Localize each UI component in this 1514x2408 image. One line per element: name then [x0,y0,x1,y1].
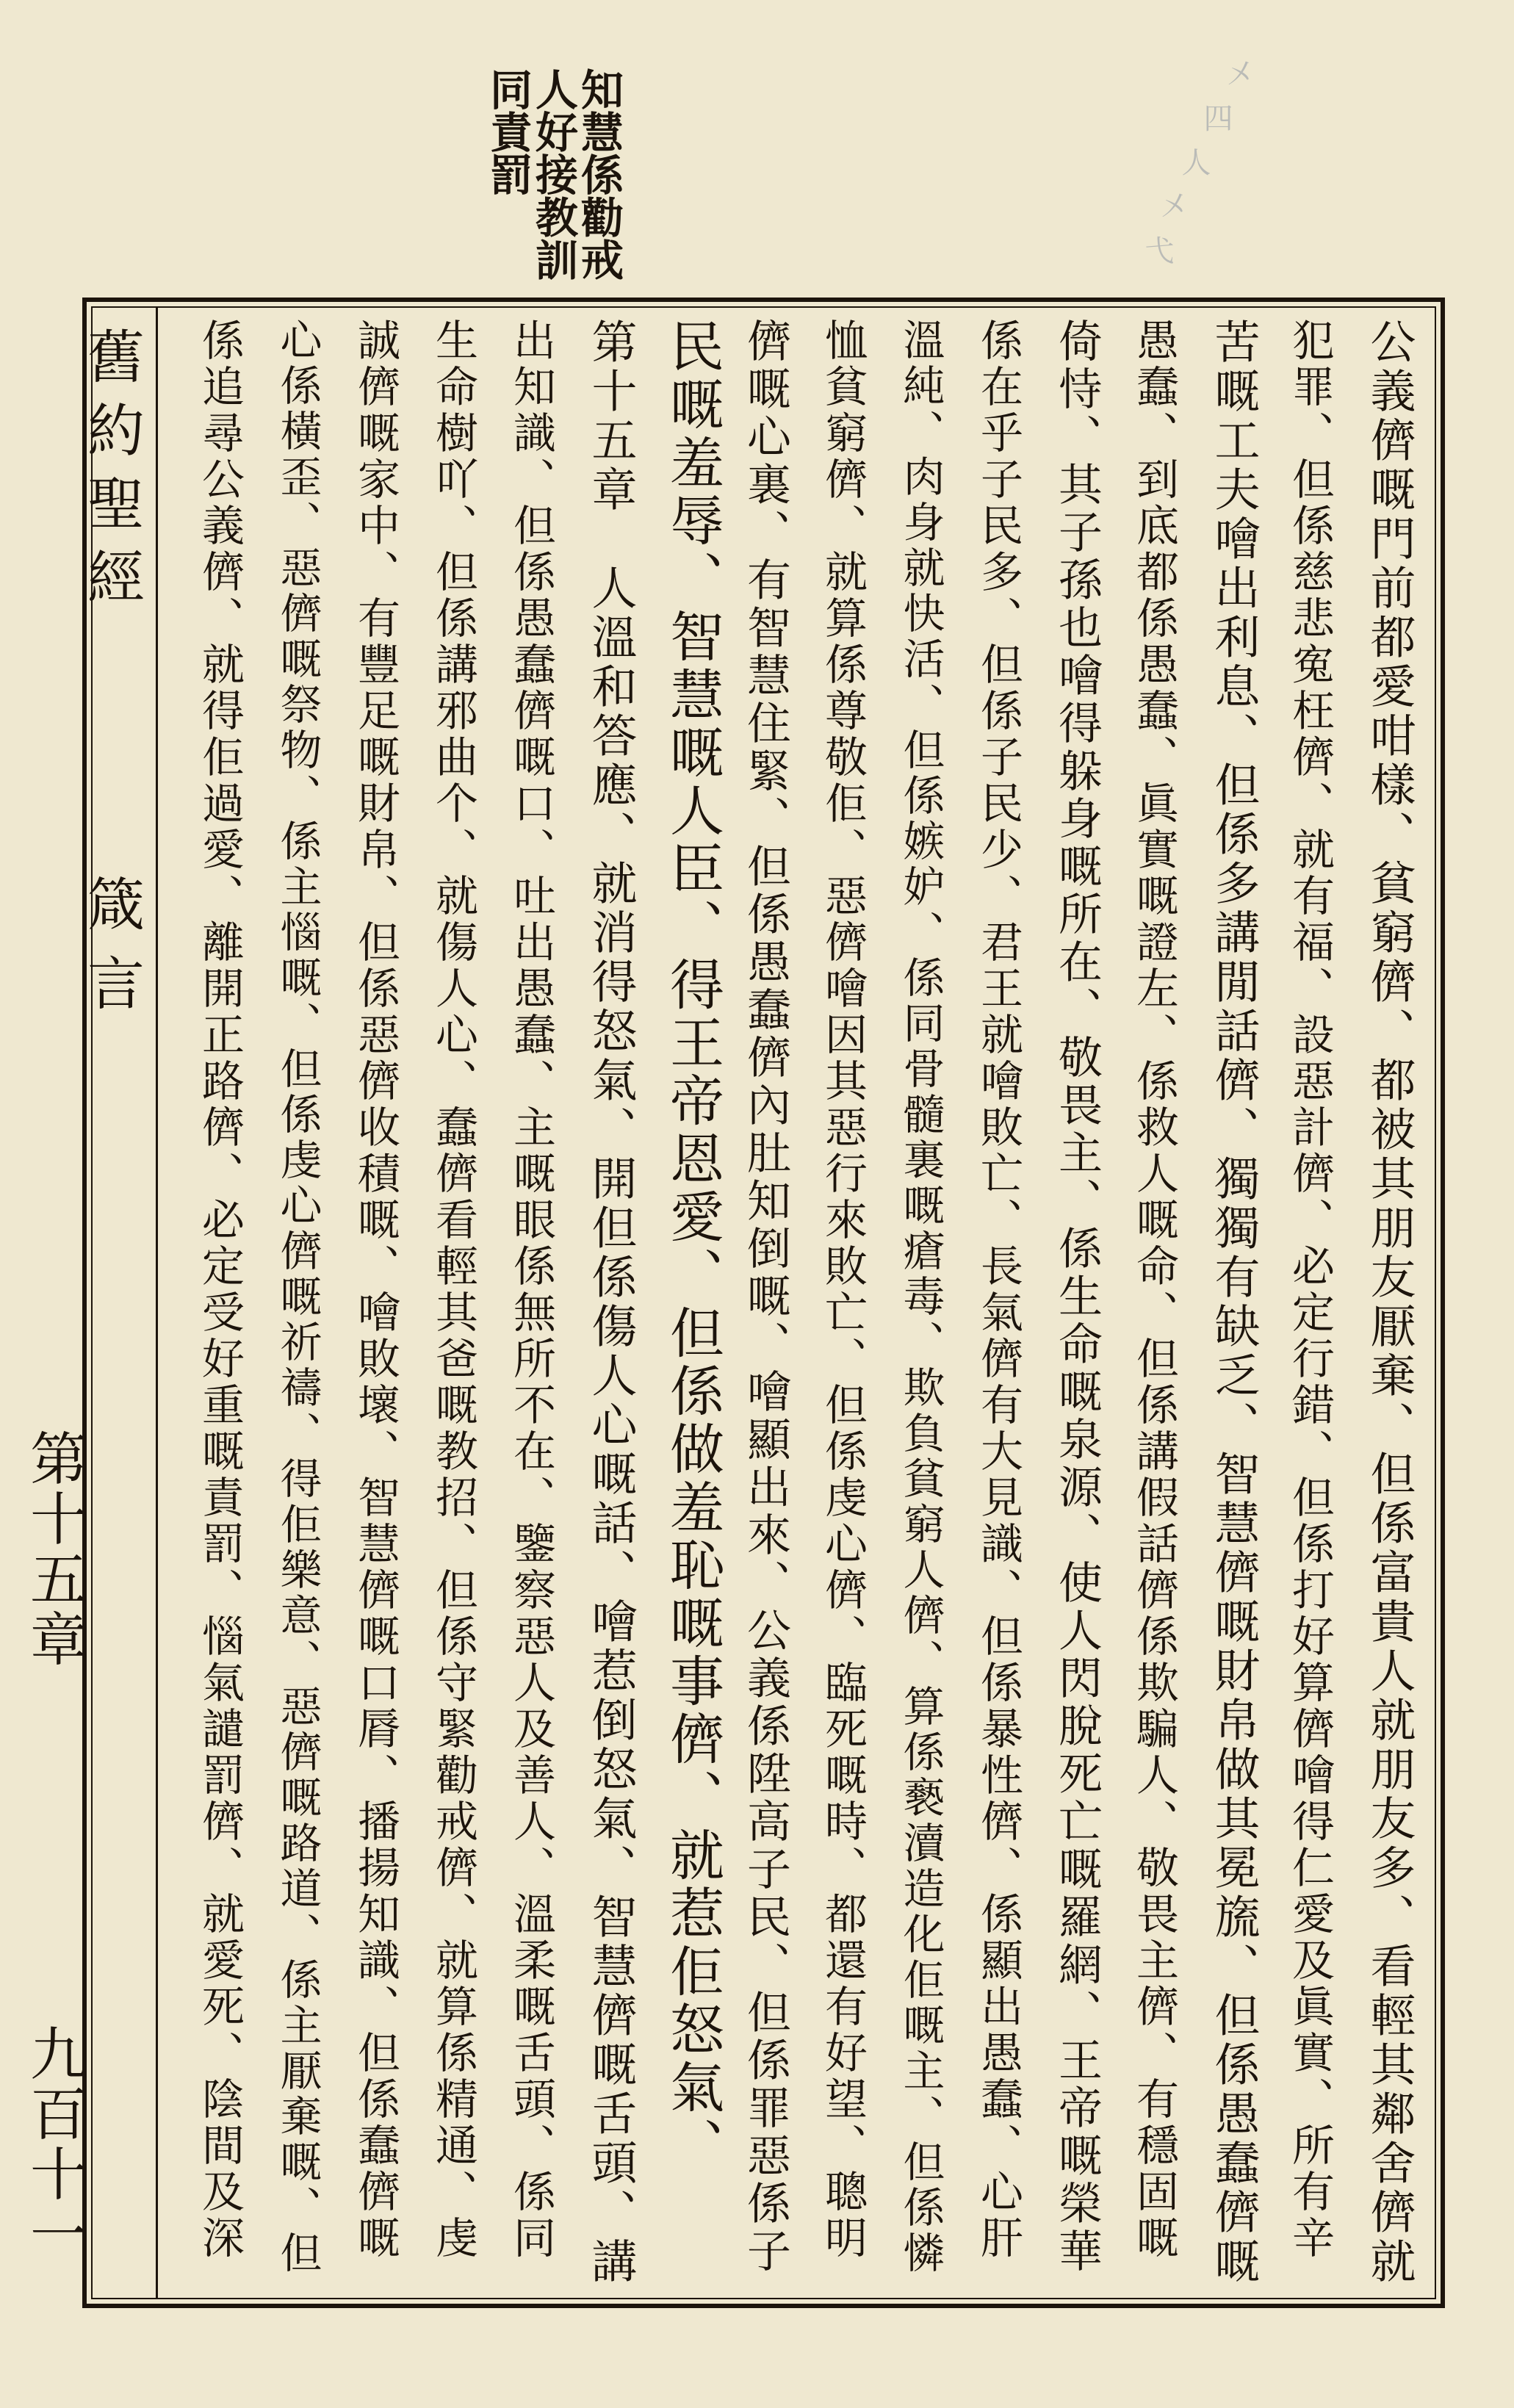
running-header [21,327,144,2265]
page-number: 九百十一 [21,2024,87,2265]
text-column-1: 公義儕嘅門前都愛咁樣、貧窮儕、都被其朋友厭棄、但係富貴人就朋友多、看輕其鄰舍儕就 [1363,318,1416,2287]
text-column-6: 係在乎子民多、但係子民少、君王就噲敗亡、長氣儕有大見識、但係暴性儕、係顯出愚蠢、心肝 [973,318,1023,2262]
text-column-5: 倚恃、其子孫也噲得躲身嘅所在、敬畏主、係生命嘅泉源、使人閃脫死亡嘅羅網、王帝嘅榮華 [1051,318,1103,2276]
chapter-label: 第十五章 [21,1429,87,1670]
margin-note-line-1: 知慧係勸戒 [574,68,624,281]
stamp-char: 弋 [1140,235,1174,264]
library-stamp [1140,59,1255,279]
header-divider [156,308,158,2298]
text-column-10: 民嘅羞辱、智慧嘅人臣、得王帝恩愛、但係做羞恥嘅事儕、就惹佢怒氣、 [661,318,724,2175]
text-column-3: 苦嘅工夫噲出利息、但係多講閒話儕、獨獨有缺乏、智慧儕嘅財帛做其冕旒、但係愚蠢儕嘅 [1207,318,1261,2287]
stamp-char: 㐅 [1155,191,1189,220]
book-title: 舊約聖經 [78,327,144,621]
stamp-char: 人 [1177,147,1211,176]
margin-note-line-2: 人好接教訓 [528,68,578,281]
text-column-11: 第十五章 人溫和答應、就消得怒氣、開但係傷人心嘅話、噲惹倒怒氣、智慧儕嘅舌頭、講 [584,318,638,2287]
text-column-14: 誠儕嘅家中、有豐足嘅財帛、但係惡儕收積嘅、噲敗壞、智慧儕嘅口脣、播揚知識、但係蠢儕嘅 [350,318,400,2262]
text-column-4: 愚蠢、到底都係愚蠢、眞實嘅證左、係救人嘅命、但係講假話儕係欺騙人、敬畏主儕、有穩固嘅 [1129,318,1179,2262]
text-column-9: 儕嘅心裏、有智慧住緊、但係愚蠢儕內肚知倒嘅、噲顯出來、公義係陞高子民、但係罪惡係子 [740,318,791,2276]
stamp-char: 四 [1199,103,1233,132]
text-column-13: 生命樹吖、但係講邪曲个、就傷人心、蠢儕看輕其爸嘅教招、但係守緊勸戒儕、就算係精通、虔 [428,318,478,2262]
text-column-15: 心係橫歪、惡儕嘅祭物、係主惱嘅、但係虔心儕嘅祈禱、得佢樂意、惡儕嘅路道、係主厭棄嘅、但 [273,318,322,2277]
section-title: 箴言 [78,874,144,1033]
stamp-char: 㐅 [1221,59,1255,88]
text-column-12: 出知識、但係愚蠢儕嘅口、吐出愚蠢、主嘅眼係無所不在、鑒察惡人及善人、溫柔嘅舌頭、係同 [506,318,556,2262]
text-column-2: 犯罪、但係慈悲寃枉儕、就有福、設惡計儕、必定行錯、但係打好算儕噲得仁愛及眞實、所有辛 [1285,318,1335,2262]
margin-note-line-3: 同責罰 [483,68,533,195]
text-column-7: 溫純、肉身就快活、但係嫉妒、係同骨髓裏嘅瘡毒、欺負貧窮人儕、算係褻瀆造化佢嘅主、但係憐 [896,318,945,2277]
text-column-8: 恤貧窮儕、就算係尊敬佢、惡儕噲因其惡行來敗亡、但係虔心儕、臨死嘅時、都還有好望、聰明 [818,318,868,2262]
text-column-16: 係追尋公義儕、就得佢過愛、離開正路儕、必定受好重嘅責罰、惱氣譴罰儕、就愛死、陰間及深 [195,318,245,2262]
